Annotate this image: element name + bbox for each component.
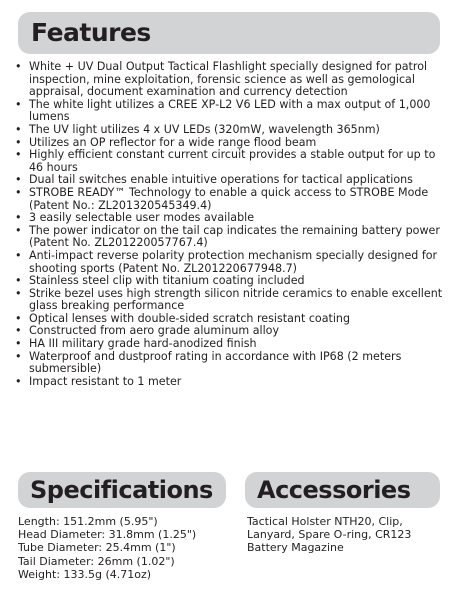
list-item: • Impact resistant to 1 meter (12, 376, 446, 389)
spec-item: Head Diameter: 31.8mm (1.25") (18, 528, 197, 542)
list-item: • Strike bezel uses high strength silicon nitride ceramics to enable excellent glass breaking performance (12, 288, 446, 313)
features-heading: Features (18, 12, 440, 54)
spec-item: Weight: 133.5g (4.71oz) (18, 567, 152, 581)
list-item: • The white light utilizes a CREE XP-L2 V6 LED with a max output of 1,000 lumens (12, 99, 446, 124)
accessories-heading: Accessories (245, 472, 440, 508)
list-item: • Constructed from aero grade aluminum alloy (12, 325, 446, 338)
list-item: • Highly efficient constant current circuit provides a stable output for up to 46 hours (12, 149, 446, 174)
specifications-list (18, 515, 238, 581)
list-item: • 3 easily selectable user modes available (12, 212, 446, 225)
list-item: • STROBE READY™ Technology to enable a quick access to STROBE Mode (Patent No.: ZL201320545349.4) (12, 187, 446, 212)
features-list (12, 61, 446, 388)
list-item: • The power indicator on the tail cap indicates the remaining battery power (Patent No. ZL201220057767.4) (12, 225, 446, 250)
spec-item: Length: 151.2mm (5.95") (18, 515, 158, 528)
list-item: • Dual tail switches enable intuitive operations for tactical applications (12, 174, 446, 187)
list-item: • Utilizes an OP reflector for a wide range flood beam (12, 137, 446, 150)
accessories-text: Tactical Holster NTH20, Clip, Lanyard, Spare O-ring, CR123 Battery Magazine (247, 515, 412, 555)
spec-item: Tube Diameter: 25.4mm (1") (18, 541, 176, 555)
list-item: • White + UV Dual Output Tactical Flashlight specially designed for patrol inspection, mine exploitation, forensic science as well as gemological appraisal, document examination and currency detection (12, 61, 446, 99)
list-item: • Waterproof and dustproof rating in accordance with IP68 (2 meters submersible) (12, 351, 446, 376)
specifications-heading: Specifications (18, 472, 226, 508)
spec-item: Tail Diameter: 26mm (1.02") (18, 554, 175, 568)
list-item: • HA III military grade hard-anodized finish (12, 338, 446, 351)
list-item: • Stainless steel clip with titanium coating included (12, 275, 446, 288)
list-item: • Optical lenses with double-sided scratch resistant coating (12, 313, 446, 326)
list-item: • Anti-impact reverse polarity protection mechanism specially designed for shooting sports (Patent No. ZL201220677948.7) (12, 250, 446, 275)
list-item: • The UV light utilizes 4 x UV LEDs (320mW, wavelength 365nm) (12, 124, 446, 137)
